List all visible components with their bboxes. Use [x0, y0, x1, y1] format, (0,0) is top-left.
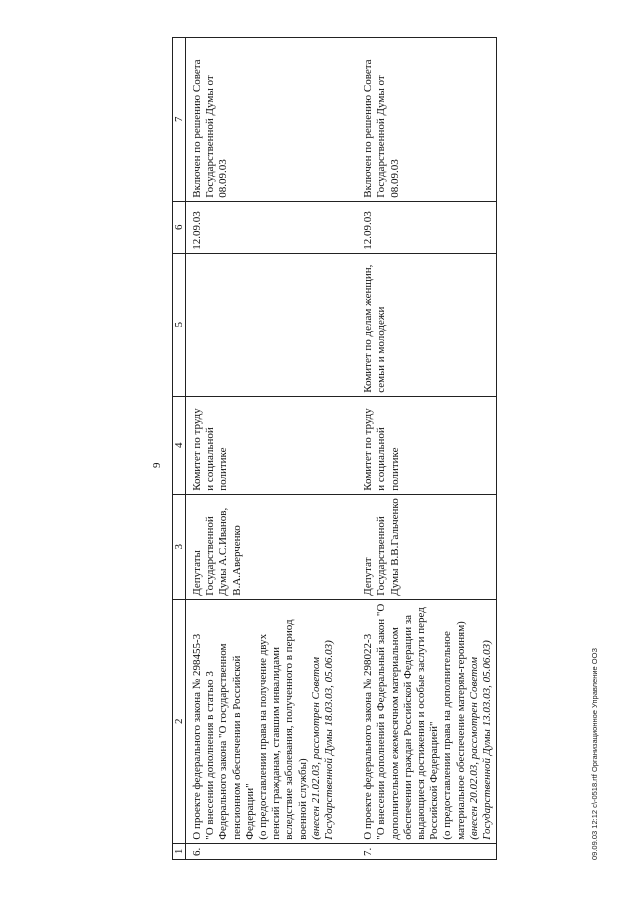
- co-committee-cell: Комитет по делам женщин, семьи и молодежи: [362, 253, 497, 396]
- rotated-page: [20, 20, 620, 880]
- bill-title: О проекте федерального закона № 298022-3: [362, 633, 375, 840]
- committee-cell: Комитет по труду и социальной политике: [362, 396, 497, 494]
- author-cell: Депутаты Государственной Думы А.С.Иванов, В.А.Аверченко: [186, 494, 363, 599]
- column-header: 3: [173, 494, 186, 599]
- bill-body: "О внесении дополнения в статью 3 Федерального закона "О государственном пенсионном обеспечении в Российской Федерации": [204, 643, 256, 840]
- bills-table: [172, 37, 497, 860]
- bill-title: О проекте федерального закона № 298455-3: [191, 633, 203, 840]
- bill-status: (внесен 21.02.03, рассмотрен Советом Государственной Думы 18.03.03, 05.06.03): [309, 640, 336, 840]
- bill-status: (внесен 20.02.03, рассмотрен Советом Государственной Думы 13.03.03, 05.06.03): [467, 640, 494, 840]
- column-header: 6: [173, 201, 186, 253]
- co-committee-cell: [186, 253, 363, 396]
- page-number: 9: [151, 462, 163, 468]
- document-footer: 09.09.03 12:12 c\-0518.rtf Организационное Управление ООЗ: [590, 647, 599, 860]
- bill-body: "О внесении дополнений в Федеральный закон "О дополнительном ежемесячном материальном обеспечении граждан Российской Федерации за выдающиеся достижения и особые заслуги перед Российской Федерацией": [375, 603, 441, 840]
- decision-cell: Включен по решению Совета Государственной Думы от 08.09.03: [362, 37, 497, 201]
- column-header: 7: [173, 37, 186, 201]
- date-cell: 12.09.03: [186, 201, 363, 253]
- bill-note: (о предоставлении права на получение двух пенсий гражданам, ставшим инвалидами вследствие заболевания, полученного в период военной службы): [257, 619, 309, 840]
- table-row: [362, 37, 497, 859]
- row-number: 7.: [362, 843, 497, 859]
- bill-cell: [362, 599, 497, 843]
- decision-cell: Включен по решению Совета Государственной Думы от 08.09.03: [186, 37, 363, 201]
- author-cell: Депутат Государственной Думы В.В.Гальченко: [362, 494, 497, 599]
- committee-cell: Комитет по труду и социальной политике: [186, 396, 363, 494]
- row-number: 6.: [186, 843, 363, 859]
- column-header: 4: [173, 396, 186, 494]
- bill-note: (о предоставлении права на дополнительное материальное обеспечение матерям-героиням): [441, 621, 467, 840]
- bill-cell: [186, 599, 363, 843]
- column-header: 5: [173, 253, 186, 396]
- table-row: [186, 37, 363, 859]
- column-header-row: [173, 37, 186, 859]
- column-header: 2: [173, 599, 186, 843]
- column-header: 1: [173, 843, 186, 859]
- date-cell: 12.09.03: [362, 201, 497, 253]
